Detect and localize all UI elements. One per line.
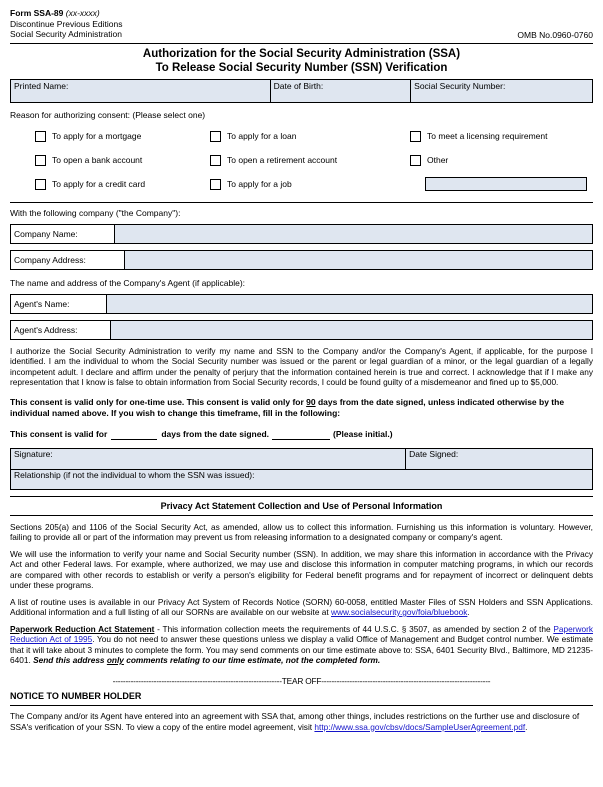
other-reason-input-wrap <box>410 177 593 191</box>
checkbox-icon[interactable] <box>410 155 421 166</box>
company-intro: With the following company ("the Company"): <box>10 207 181 218</box>
checkbox-label: To meet a licensing requirement <box>427 131 548 141</box>
agent-address-input[interactable] <box>111 321 592 339</box>
other-reason-input[interactable] <box>425 177 587 191</box>
checkbox-icon[interactable] <box>210 179 221 190</box>
notice-text-a: The Company and/or its Agent have entered into an agreement with SSA that, among other things, includes restrictions on the further use and disclosure of SSA's verification of your SSN. To view a copy of the entire model agreement, visit <box>10 710 580 732</box>
checkbox-retirement-account[interactable] <box>210 155 410 166</box>
agent-intro: The name and address of the Company's Agent (if applicable): <box>10 277 246 288</box>
checkbox-label: To apply for a mortgage <box>52 131 142 141</box>
reason-row-1 <box>10 130 593 143</box>
signature-label: Signature: <box>14 448 53 459</box>
agent-name-row[interactable] <box>10 294 593 314</box>
signature-field[interactable] <box>11 449 406 469</box>
ssn-field[interactable] <box>411 80 592 102</box>
date-signed-label: Date Signed: <box>409 448 459 459</box>
privacy-paragraph-2: We will use the information to verify your name and Social Security number (SSN). In addition, we may share this information in accordance with the Privacy Act and other Federal laws. For example, where authorized, we may use and disclose this information in computer matching programs, in which our records are compared with other records to establish or verify a person's eligibility for Federal benefit programs and for repayment of incorrect or delinquent debts under these programs. <box>10 548 593 590</box>
checkbox-other[interactable] <box>410 155 593 166</box>
consent-text-2: days from the date signed, unless indicated otherwise by the individual named above. If you wish to change this timeframe, fill in the following: <box>10 396 565 418</box>
checkbox-icon[interactable] <box>410 131 421 142</box>
sorn-text-end: . <box>467 607 470 617</box>
valid-suffix: (Please initial.) <box>333 428 393 439</box>
notice-text-b: . <box>525 721 528 732</box>
authorization-paragraph: I authorize the Social Security Administration to verify my name and SSN to the Company and/or the Company's Agent, if applicable, for the purpose I identified. I am the individual to whom the Social Security number was issued or the parent or legal guardian of a minor, or the legal guardian of a legally incompetent adult. I declare and affirm under the penalty of perjury that the information contained herein is true and correct. I acknowledge that if I make any representation that I know is false to obtain information from Social Security records, I could be found guilty of a misdemeanor and fined up to $5,000. <box>10 345 593 387</box>
agent-address-label: Agent's Address: <box>11 321 111 339</box>
privacy-act-title: Privacy Act Statement Collection and Use of Personal Information <box>10 496 593 516</box>
notice-divider <box>10 705 593 706</box>
notice-to-number-holder-title: NOTICE TO NUMBER HOLDER <box>10 690 142 701</box>
checkbox-icon[interactable] <box>210 155 221 166</box>
checkbox-icon[interactable] <box>35 131 46 142</box>
consent-text-1: This consent is valid only for one-time use. This consent is valid only for <box>10 396 307 407</box>
checkbox-job[interactable] <box>210 179 410 190</box>
checkbox-label: To open a bank account <box>52 155 143 165</box>
form-label: Form <box>10 8 32 18</box>
checkbox-label: To apply for a job <box>227 179 292 189</box>
pra-italic-2: comments relating to our time estimate, not the completed form. <box>123 655 381 665</box>
pra-italic-only: only <box>106 655 124 665</box>
privacy-paragraph-1: Sections 205(a) and 1106 of the Social Security Act, as amended, allow us to collect this information. Furnishing us this information is voluntary. However, failing to provide all or part of the information may prevent us from releasing information to a designated company or company's agent. <box>10 521 593 542</box>
consent-validity-statement <box>10 397 593 419</box>
checkbox-icon[interactable] <box>35 179 46 190</box>
divider <box>10 202 593 203</box>
notice-body <box>10 711 593 733</box>
checkbox-label: To apply for a loan <box>227 131 297 141</box>
ssn-label: Social Security Number: <box>414 80 506 91</box>
form-revision: (xx-xxxx) <box>65 8 100 18</box>
relationship-field[interactable] <box>10 470 593 490</box>
paperwork-reduction-paragraph <box>10 624 593 666</box>
agent-name-label: Agent's Name: <box>11 295 107 313</box>
relationship-label: Relationship (if not the individual to whom the SSN was issued): <box>14 469 255 480</box>
printed-name-field[interactable] <box>11 80 271 102</box>
identity-fields-row <box>10 80 593 103</box>
title-line-2: To Release Social Security Number (SSN) Verification <box>155 61 448 74</box>
date-of-birth-field[interactable] <box>271 80 412 102</box>
reason-row-3 <box>10 178 593 191</box>
date-signed-field[interactable] <box>406 449 592 469</box>
checkbox-icon[interactable] <box>210 131 221 142</box>
sorn-text: A list of routine uses is available in our Privacy Act System of Records Notice (SORN) 60-0058, entitled Master Files of SSN Holders and SSN Applications. Additional information and a full listing of all our SORNs are available on our website at <box>10 596 593 617</box>
consent-days: 90 <box>306 396 316 407</box>
reason-row-2 <box>10 154 593 167</box>
consent-duration-row <box>10 428 593 440</box>
valid-mid: days from the date signed. <box>161 428 270 439</box>
tear-off-divider: ------------------------------------------------------------------TEAR OFF------------------------------------------------------------------ <box>112 675 491 686</box>
date-of-birth-label: Date of Birth: <box>273 80 324 91</box>
page-title <box>10 43 593 80</box>
agency-name: Social Security Administration <box>10 29 122 39</box>
signature-row <box>10 448 593 470</box>
checkbox-loan[interactable] <box>210 131 410 142</box>
pra-title: Paperwork Reduction Act Statement <box>10 623 155 634</box>
sample-user-agreement-link[interactable]: http://www.ssa.gov/cbsv/docs/SampleUserAgreement.pdf <box>314 721 526 732</box>
form-number: SSA-89 <box>33 8 64 18</box>
agent-address-row[interactable] <box>10 320 593 340</box>
pra-text-b: . You do not need to answer these questions unless we display a valid Office of Management and Budget control number. We estimate that it will take about 3 minutes to complete the form. You may send comments on our time estimate above to: SSA, 6401 Security Blvd., Baltimore, MD 21235-6401. <box>10 634 593 665</box>
checkbox-bank-account[interactable] <box>10 155 210 166</box>
pra-1995-link[interactable]: Paperwork Reduction Act of 1995 <box>10 623 593 644</box>
initials-input[interactable] <box>272 428 330 440</box>
company-address-label: Company Address: <box>11 251 125 269</box>
checkbox-label: To open a retirement account <box>227 155 338 165</box>
checkbox-label: Other <box>427 155 449 165</box>
agent-name-input[interactable] <box>107 295 592 313</box>
valid-prefix: This consent is valid for <box>10 428 108 439</box>
discontinue-note: Discontinue Previous Editions <box>10 18 123 29</box>
days-input[interactable] <box>111 428 157 440</box>
privacy-paragraph-3 <box>10 597 593 618</box>
reason-checkbox-grid <box>10 130 593 191</box>
company-address-row[interactable] <box>10 250 593 270</box>
printed-name-label: Printed Name: <box>14 80 69 91</box>
checkbox-icon[interactable] <box>35 155 46 166</box>
pra-italic-1: Send this address <box>33 655 107 665</box>
pra-text-a: - This information collection meets the requirements of 44 U.S.C. § 3507, as amended by section 2 of the <box>154 623 554 634</box>
form-number-line <box>10 8 593 19</box>
bluebook-link[interactable]: www.socialsecurity.gov/foia/bluebook <box>331 607 468 617</box>
checkbox-mortgage[interactable] <box>10 131 210 142</box>
checkbox-credit-card[interactable] <box>10 179 210 190</box>
omb-number: OMB No.0960-0760 <box>517 29 593 40</box>
title-line-1: Authorization for the Social Security Administration (SSA) <box>142 47 461 60</box>
company-address-input[interactable] <box>125 251 592 269</box>
company-name-row[interactable] <box>10 224 593 244</box>
company-name-input[interactable] <box>115 225 592 243</box>
checkbox-licensing[interactable] <box>410 131 593 142</box>
checkbox-label: To apply for a credit card <box>52 179 146 189</box>
company-name-label: Company Name: <box>11 225 115 243</box>
reason-prompt: Reason for authorizing consent: (Please select one) <box>10 109 206 120</box>
